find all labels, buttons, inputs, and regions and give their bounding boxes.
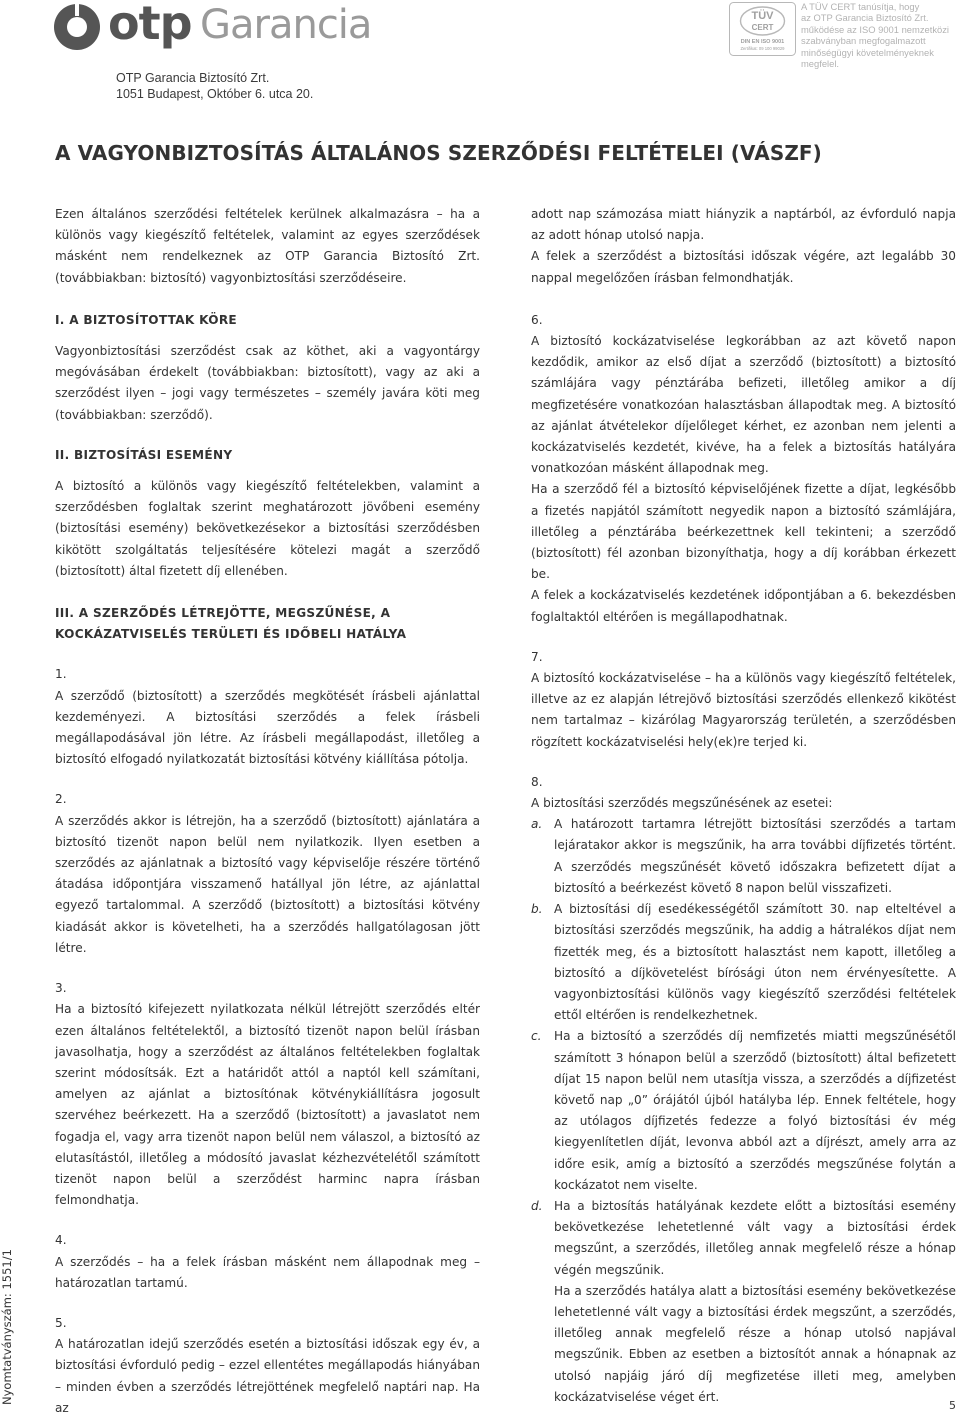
otp-logo-mark-icon	[52, 2, 102, 52]
clause-5-text: A határozatlan idejű szerződés esetén a biztosítási időszak egy év, a biztosítási évforduló pedig – ezzel ellentétes megállapodás hiányában – minden évben a szerződés létrejöttének megfelelő naptári nap. Ha az	[55, 1337, 480, 1415]
list-item-text: Ha a biztosító a szerződés díj nemfizetés miatti megszűnésétől számított 3 hónapon belül a szerződő (biztosított) által befizetett díjat 15 napon belül nem utasítja vissza, a szerződés a díjfizetést követő nap „0” órájától újból hatályba lép. Ennek feltétele, hogy az utólagos díjfizetés fedezze a folyó biztosítási év még kiegyenlítetlen díját, levonva abból azt a díjrészt, amely arra az időre esik, amíg a biztosító a szerződés megszűnése folytán a kockázatot nem viselte.	[554, 1029, 956, 1192]
clause-6-text-c: A felek a kockázatviselés kezdetének időpontjában a 6. bekezdésben foglaltaktól eltérően is megállapodhatnak.	[531, 588, 956, 624]
clause-number-5: 5.	[55, 1315, 67, 1330]
clause-6-text-b: Ha a szerződő fél a biztosító képviselőjének fizette a díjat, legkésőbb a fizetés napjától számított negyedik napon a biztosító számlájára, illetőleg a pénztárába beérkezettnek kell tekinteni; a szerződő (biztosított) fél azonban bizonyíthatja, hogy a díj korábban érkezett be.	[531, 482, 956, 582]
right-column	[531, 204, 956, 1408]
document-title: A VAGYONBIZTOSÍTÁS ÁLTALÁNOS SZERZŐDÉSI FELTÉTELEI (VÁSZF)	[55, 141, 822, 165]
clause-number-7: 7.	[531, 649, 543, 664]
logo-garancia-text: Garancia	[200, 2, 372, 48]
list-item-label: b.	[531, 902, 543, 917]
clause-4-text: A szerződés – ha a felek írásban másként nem állapodnak meg – határozatlan tartamú.	[55, 1254, 480, 1290]
list-item-text-2: Ha a szerződés hatálya alatt a biztosítási esemény bekövetkezése lehetetlenné vált vagy a biztosítási érdek megszűnt, a szerződés, illetőleg annak megfelelő része a hónap utolsó napjával megszűnik. Ebben az esetben a biztosítót annak a hónapnak az utolsó napjáig járó díj megfizetése illeti meg, amelyben kockázatviselése véget ért.	[554, 1283, 956, 1404]
section-i-text: Vagyonbiztosítási szerződést csak az köthet, aki a vagyontárgy megóvásában érdekelt (továbbiakban: biztosított), vagy az aki a szerződést ilyen – jogi vagy természetes – személy javára köti meg (továbbiakban: szerződő).	[55, 344, 480, 422]
clause-number-8: 8.	[531, 774, 543, 789]
list-item-label: c.	[531, 1029, 542, 1044]
list-item-label: a.	[531, 817, 543, 832]
list-item	[531, 899, 956, 1026]
form-number: Nyomtatványszám: 1551/1	[0, 1249, 14, 1405]
list-item	[531, 1026, 956, 1196]
company-name: OTP Garancia Biztosító Zrt.	[116, 71, 270, 85]
cert-statement: A TÜV CERT tanúsítja, hogy az OTP Garancia Biztosító Zrt. működése az ISO 9001 nemzetközi szabványban megfogalmazott minőségügyi követelményeknek megfelel.	[801, 1, 949, 70]
logo-otp-text: otp	[108, 0, 192, 50]
clause-number-2: 2.	[55, 792, 67, 807]
continuation-text-2: A felek a szerződést a biztosítási időszak végére, azt legalább 30 nappal megelőzően írásban felmondhatják.	[531, 249, 956, 285]
tuv-badge-std: DIN EN ISO 9001	[740, 39, 785, 45]
clause-3-text: Ha a biztosító kifejezett nyilatkozata nélkül létrejött szerződés eltér ezen általános feltételektől, a biztosító tizenöt napon belül írásban javasolhatja, hogy a szerződést az általános feltételekben foglaltak szerint módosítsák. Ezt a határidőt attól a naptól kell számítani, amelyen az ajánlat a biztosítónak kötvénykiállításra jogosult szervéhez beérkezett. Ha a szerződő (biztosított) a javaslatot nem fogadja el, vagy arra tizenöt napon belül nem válaszol, a biztosító az elutasítástól, illetőleg a módosító javaslat kézhezvételétől számított tizenöt napon belül a szerződést harminc napra írásban felmondhatja.	[55, 1002, 480, 1208]
list-item-text: Ha a biztosítás hatályának kezdete előtt a biztosítási esemény bekövetkezése lehetetlenné vált vagy a biztosítási érdek megszűnt, a szerződés, illetőleg annak megfelelő része a hónap végén megszűnik.	[554, 1198, 956, 1277]
list-item-text: A biztosítási díj esedékességétől számított 30. nap elteltével a biztosítási szerződés megszűnik, ha addig a hátralékos díjat nem fizették meg, és a biztosított halasztást nem kapott, illetőleg a biztosító a díjkövetelést bírósági úton nem érvényesítette. A vagyonbiztosítási különös vagy kiegészítő szerződési feltételek ettől eltérően is rendelkezhetnek.	[554, 902, 956, 1023]
clause-number-4: 4.	[55, 1233, 67, 1248]
continuation-text: adott nap számozása miatt hiányzik a naptárból, az évforduló napja az adott hónap utolsó napja.	[531, 207, 956, 243]
tuv-badge-mid: CERT	[751, 23, 774, 32]
tuv-badge-reg: Zertifikat: 09 100 99029	[740, 46, 785, 51]
section-i-heading: I. A BIZTOSÍTOTTAK KÖRE	[55, 312, 237, 327]
section-ii-text: A biztosító a különös vagy kiegészítő feltételekben, valamint a szerződésben foglaltak szerint meghatározott jövőbeni esemény (biztosítási esemény) bekövetkezésekor a biztosítási szerződésben kikötött szolgáltatás teljesítésére kötelezi magát a szerződő (biztosított) által fizetett díj ellenében.	[55, 479, 480, 578]
clause-number-6: 6.	[531, 312, 543, 327]
clause-6-text-a: A biztosító kockázatviselése legkorábban az azt követő napon kezdődik, amikor az első díjat a szerződő (biztosított) a biztosító számlájára vagy pénztárába befizeti, illetőleg amikor a díj megfizetésére vonatkozóan halasztásban állapodtak meg. A biztosító az ajánlat átvételekor díjelőleget kérhet, ez azonban nem jelenti a kockázatviselés kezdetét, kivéve, ha a felek a biztosítás hatályára vonatkozóan másként állapodnak meg.	[531, 334, 956, 476]
page-number: 5	[949, 1399, 956, 1412]
company-address: 1051 Budapest, Október 6. utca 20.	[116, 87, 314, 101]
clause-8-intro: A biztosítási szerződés megszűnésének az esetei:	[531, 796, 833, 811]
tuv-cert-badge-icon	[729, 2, 796, 56]
clause-number-1: 1.	[55, 667, 67, 682]
section-iii-heading: III. A SZERZŐDÉS LÉTREJÖTTE, MEGSZŰNÉSE, A KOCKÁZATVISELÉS TERÜLETI ÉS IDŐBELI HATÁLYA	[55, 606, 407, 642]
tuv-badge-top: TÜV	[751, 10, 774, 22]
clause-1-text: A szerződő (biztosított) a szerződés megkötését írásbeli ajánlattal kezdeményezi. A biztosítási szerződés a felek írásbeli megállapodásával jön létre. Az írásbeli megállapodást, illetőleg a biztosító elfogadó nyilatkozatát biztosítási kötvény kiállítása pótolja.	[55, 688, 480, 767]
company-info	[116, 70, 313, 102]
section-ii-heading: II. BIZTOSÍTÁSI ESEMÉNY	[55, 447, 233, 462]
list-item-text: A határozott tartamra létrejött biztosítási szerződés a tartam lejáratakor akkor is megszűnik, ha arra további díjfizetés történt. A szerződés megszűnését követő időszakra befizetett díjat a biztosító a beérkezést követő 8 napon belül visszafizeti.	[554, 817, 956, 895]
list-item-label: d.	[531, 1198, 543, 1213]
clause-7-text: A biztosító kockázatviselése – ha a különös vagy kiegészítő feltételek, illetve az ez alapján létrejövő biztosítási szerződés ellenkező kikötést nem tartalmaz – kizárólag Magyarország területén, a szerződésben rögzített kockázatviselési hely(ek)re terjed ki.	[531, 671, 956, 749]
intro-paragraph: Ezen általános szerződési feltételek kerülnek alkalmazásra – ha a különös vagy kiegészítő feltételek, valamint az egyes szerződések másként nem rendelkeznek az OTP Garancia Biztosító Zrt. (továbbiakban: biztosító) vagyonbiztosítási szerződéseire.	[55, 207, 480, 285]
list-item	[531, 814, 956, 899]
clause-number-3: 3.	[55, 981, 67, 996]
clause-2-text: A szerződés akkor is létrejön, ha a szerződő (biztosított) ajánlatára a biztosító tizenöt napon belül nem nyilatkozik. Ilyen esetben a szerződés az ajánlatnak a biztosító vagy képviselője részére történő átadása időpontjára visszamenő hatállyal jön létre, az ajánlattal egyező tartalommal. A szerződő (biztosított) a biztosítási kötvény kiadását akkor is követelheti, ha a szerződés hallgatólagosan jött létre.	[55, 813, 480, 955]
left-column	[55, 204, 480, 1419]
list-item	[531, 1196, 956, 1408]
